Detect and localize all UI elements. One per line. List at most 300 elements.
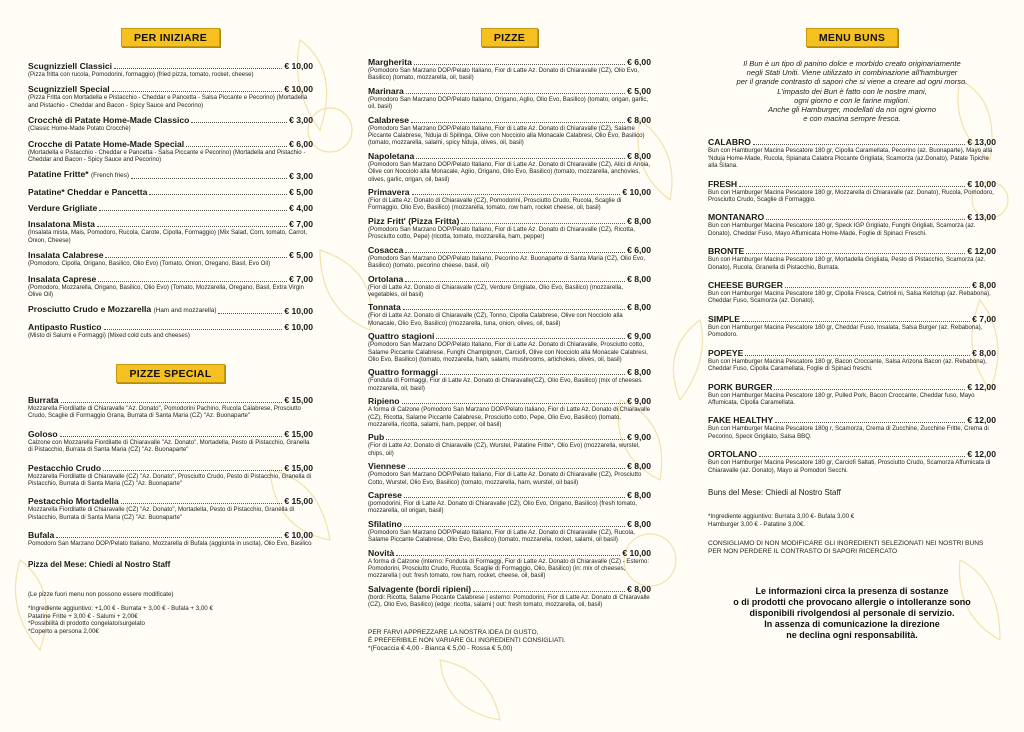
dot-leader xyxy=(416,158,625,159)
starter-item-name-text: Crocchè di Patate Home-Made Classico xyxy=(28,115,190,126)
pizza-item-description: (Pomodoro San Marzano DOP/Pelato Italiano, Fior di Latte Az. Donato di Chiaravalle (CZ), Ricotta, Prosciutto cotto, Pepe) (ricotta, tomato, mozzarella, ham, pepper) xyxy=(368,225,635,241)
bun-item-description: Bun con Hamburger Macina Pescatore 180 gr, Cipolla Fresca, Cetrioli ni, Salsa Ketchup (az. Rebabona), Cheddar Fuso, Scamorza (az. Donato). xyxy=(708,290,991,305)
bun-item-row xyxy=(708,137,996,147)
dot-leader xyxy=(408,468,626,469)
pizza-item-row xyxy=(368,245,651,255)
special-pizza-item-row xyxy=(28,496,313,506)
pizza-item-row xyxy=(368,274,651,284)
pizza-item-row xyxy=(368,216,651,226)
pizza-item-name xyxy=(368,396,400,406)
dot-leader xyxy=(461,223,625,224)
starter-item-row xyxy=(28,84,313,94)
pizza-item-price: € 9,00 xyxy=(627,396,651,407)
footer-line: È PREFERIBILE NON VARIARE GLI INGREDIENTI CONSIGLIATI. xyxy=(368,636,566,644)
pizza-item xyxy=(368,245,651,270)
pizze-column xyxy=(368,0,651,653)
dot-leader xyxy=(766,219,965,220)
bun-item-price: € 12,00 xyxy=(967,415,996,426)
pizza-item-name-text: Novità xyxy=(368,547,395,558)
pizza-item-row xyxy=(368,151,651,161)
pizza-item-price: € 6,00 xyxy=(627,244,651,255)
bun-item-name-text: ORTOLANO xyxy=(708,449,758,460)
special-pizza-item-row xyxy=(28,463,313,473)
bun-item-row xyxy=(708,179,996,189)
dot-leader xyxy=(103,470,282,471)
pizza-item-row xyxy=(368,432,651,442)
bun-item-price: € 7,00 xyxy=(972,313,996,324)
bun-item-name-text: BRONTE xyxy=(708,246,745,257)
bun-item-price: € 12,00 xyxy=(967,449,996,460)
starter-item-name xyxy=(28,274,96,284)
pizza-item-description: (Pomodoro San Marzano DOP/Pelato Italiano, Fior di Latte Az. Donato di Chiaravalle (CZ), Alici di Anoia, Olive con Nocciolo alla Monacale, Aglio, Origano, Olio Evo, Basilico) (tomato, mozzarella, anchovies, olives, garlic, origan, oil, basil) xyxy=(368,160,651,183)
allergy-line: Le informazioni circa la presenza di sostanze xyxy=(755,586,949,597)
starter-item-price: € 10,00 xyxy=(284,306,313,317)
bun-item-name-text: MONTANARO xyxy=(708,212,765,223)
starter-item-name-text: Insalata Calabrese xyxy=(28,250,104,261)
starter-item-price: € 7,00 xyxy=(289,219,313,230)
special-pizza-item-description: Pomodoro San Marzano DOP/Pelato Italiano, Mozzarella di Bufala (aggiunta in uscita), Olio Evo, Basilico xyxy=(28,540,312,548)
starter-item-price: € 4,00 xyxy=(289,203,313,214)
buns-column xyxy=(708,0,996,641)
pizza-item-row xyxy=(368,302,651,312)
pizza-item-name-text: Ripieno xyxy=(368,396,400,407)
dot-leader xyxy=(739,186,965,187)
bun-item-name-text: FAKE HEALTHY xyxy=(708,415,774,426)
starter-item-name-text: Crocche di Patate Home-Made Special xyxy=(28,138,185,149)
note-line: *Coperto a persona 2,00€ xyxy=(28,627,99,635)
bun-item-name xyxy=(708,280,783,290)
starter-item xyxy=(28,203,313,213)
allergy-line: o di prodotti che provocano allergie o intolleranze sono xyxy=(733,597,971,608)
dot-leader xyxy=(774,389,965,390)
bun-item-row xyxy=(708,212,996,222)
pizza-item xyxy=(368,396,651,428)
pizza-item-description: (Pomodoro San Marzano DOP/Pelato Italiano, Fior di Latte Az. Donato di Chiaravalle (CZ), Salame Piccante Calabrese, 'Nduja di Spilinga, Olive con Nocciolo alla Monacale Calabresi, Olio Evo, Basilico) (tomato, mozzarella, salami, spicy Nduja, olives, oil, basil) xyxy=(368,124,645,147)
special-pizza-item-price: € 15,00 xyxy=(284,394,313,405)
bun-item xyxy=(708,382,996,407)
starter-item-row xyxy=(28,203,313,213)
starter-item-description: (Misto di Salumi e Formaggi) (Mixed cold cuts and cheeses) xyxy=(28,332,190,340)
pizza-item xyxy=(368,216,651,241)
pizza-item-name-text: Pub xyxy=(368,432,385,443)
starters-column xyxy=(28,0,313,636)
bun-item-description: Bun con Hamburger Macina Pescatore 180 gr, Bacon Croccante, Salsa Arizona Bacon (az. Rebabona), Cheddar Fuso, Cipolla Caramellata, Foglie di Spinaci freschi. xyxy=(708,357,987,373)
bun-item-name xyxy=(708,382,772,392)
pizza-item-description: (Fior di Latte Az. Donato di Chiaravalle (CZ), Pomodorini, Prosciutto Crudo, Rucola, Scaglie di Formaggio, Olio Evo, Basilico) (mozzarella, tomato, row ham, rocket cheese, oil, basil) xyxy=(368,197,622,212)
starter-item-description: (Pomodoro, Cipolla, Origano, Basilico, Olio Evo) (Tomato, Onion, Oregano, Basil, Evo Oil) xyxy=(28,260,271,268)
starter-item xyxy=(28,61,313,78)
starter-item-price: € 5,00 xyxy=(289,187,313,198)
intro-line: e con macina sempre fresca. xyxy=(803,114,901,124)
special-pizza-item xyxy=(28,530,313,547)
bun-item xyxy=(708,415,996,440)
bun-item xyxy=(708,449,996,474)
special-pizza-item-description: Mozzarella Fiordilatte di Chiaravalle (CZ) "Az. Donato", Mortadella, Pesto di Pistacchio, Granella di Pistacchio, Burrata di Santa Maria (CZ) "Az. Buonaparte" xyxy=(28,506,295,521)
pizza-item-name-text: Calabrese xyxy=(368,114,410,125)
starter-item-name xyxy=(28,169,129,181)
starter-item-name xyxy=(28,139,184,149)
pizza-of-the-month: Pizza del Mese: Chiedi al Nostro Staff xyxy=(28,559,171,569)
dot-leader xyxy=(742,321,970,322)
pizza-item-name-text: Quattro formaggi xyxy=(368,367,439,378)
pizza-item-price: € 9,00 xyxy=(627,432,651,443)
starter-item-price: € 7,00 xyxy=(289,273,313,284)
bun-item-price: € 13,00 xyxy=(967,212,996,223)
special-pizza-item-description: Mozzarella Fiordilatte di Chiaravalle (CZ) "Az. Donato", Prosciutto Crudo, Pesto di Pistacchio, Granella di Pistacchio, Burrata di Santa Maria (CZ) "Az. Buonaparte" xyxy=(28,472,312,487)
pizza-item-row xyxy=(368,519,651,529)
dot-leader xyxy=(121,503,283,504)
dot-leader xyxy=(404,526,625,527)
starter-item-description: (Mortadella e Pistacchio - Cheddar e Pancetta - Salsa Piccante e Pecorino) (Mortadella and Pistachio - Cheddar and Bacon - Spicy Sauce and Pecorino) xyxy=(28,148,306,164)
special-pizza-item xyxy=(28,395,313,420)
buns-intro xyxy=(708,59,996,123)
pizza-item-price: € 6,00 xyxy=(627,57,651,67)
pizza-item-name xyxy=(368,86,404,96)
pizza-item-row xyxy=(368,584,651,594)
allergy-line: ne declina ogni responsabilità. xyxy=(786,630,918,641)
special-pizza-item-name xyxy=(28,395,59,405)
bun-item-name-text: FRESH xyxy=(708,178,738,189)
pizza-item-description: A forma di Calzone (Pomodoro San Marzano DOP/Pelato Italiano, Fior di Latte Az. Donato di Chiaravalle (CZ), Ricotta, Salame Piccante Calabrese, Prosciutto cotto, Pepe, Olio Evo, Basilico) (tomato, mozzarella, ricotta, salami, ham, pepper, oil basil) xyxy=(368,406,651,428)
starter-item-name-text: Scugnizziell Special xyxy=(28,84,110,95)
starter-item-row xyxy=(28,304,313,316)
pizza-item-name-text: Cosacca xyxy=(368,244,404,255)
bun-item xyxy=(708,179,996,204)
pizza-item-name xyxy=(368,245,403,255)
pizza-item-name xyxy=(368,432,384,442)
bun-item-price: € 12,00 xyxy=(967,381,996,392)
pizza-item-name xyxy=(368,490,402,500)
special-pizza-item xyxy=(28,463,313,488)
bun-item xyxy=(708,280,996,305)
pizza-item-name-text: Primavera xyxy=(368,187,410,198)
special-pizza-item-name xyxy=(28,463,101,473)
bun-item-name xyxy=(708,212,764,222)
starter-item xyxy=(28,250,313,267)
dot-leader xyxy=(402,403,626,404)
bun-item-price: € 12,00 xyxy=(967,246,996,257)
note-line xyxy=(28,598,313,605)
bun-item-description: Bun con Hamburger Macina Pescatore 180g r, Scamorza, Crema di Zucchine, Zucchine Fritte, Crema di Pecorino, Speck Grigliato, Salsa BBQ. xyxy=(708,425,989,440)
pizza-item-price: € 10,00 xyxy=(622,187,651,198)
starter-item-name-text: Prosciutto Crudo e Mozzarella xyxy=(28,304,152,315)
pizza-item-row xyxy=(368,461,651,471)
pizza-item xyxy=(368,151,651,183)
pizza-item-price: € 8,00 xyxy=(627,150,651,161)
pizza-item-name xyxy=(368,331,434,341)
pizza-item-name xyxy=(368,115,409,125)
pizza-item xyxy=(368,115,651,147)
pizza-item xyxy=(368,548,651,580)
pizza-item-description: (Pomodoro San Marzano DOP/Pelato Italiano, Fior di Latte Az. Donato di Chiaravalle (CZ), Rucola, Salame Piccante Calabrese, Olio Evo, Basilico) (tomato, mozzarella, rocket, salami, oil basil) xyxy=(368,528,635,544)
allergy-notice xyxy=(708,586,996,641)
starter-item xyxy=(28,139,313,164)
pizza-item-description: (Fior di Latte Az. Donato di Chiaravalle (CZ), Verdure Grigliate, Olio Evo, Basilico) (mozzarella, vegetables, oil basil) xyxy=(368,283,624,298)
pizza-item-name xyxy=(368,274,403,284)
special-pizza-item-row xyxy=(28,395,313,405)
buns-list xyxy=(708,137,996,474)
dot-leader xyxy=(406,93,625,94)
starter-item-description: (Classic Home-Made Potato Crocchè) xyxy=(28,125,131,133)
starter-item xyxy=(28,274,313,299)
dot-leader xyxy=(405,252,625,253)
starter-item-row xyxy=(28,187,313,197)
pizza-item-name xyxy=(368,519,402,529)
starter-item-description: (Insalata mista, Mais, Pomodoro, Rucola, Carote, Cipolla, Formaggio) (Mix Salad, Corn, tomato, Carrot, Onion, Cheese) xyxy=(28,229,308,244)
pizza-item-description: (Pomodoro San Marzano DOP/Pelato Italiano, Fior di Latte Az. Donato di Chiaravalle, Prosciutto cotto, Salame Piccante Calabrese, Funghi Champignon, Carciofi, Olive con Nocciolo alla Monacale Calabresi, Olio Evo, Basilico) (tomato, mozzarella, ham, salami, mushrooms, artichokes, olives, oil, basil) xyxy=(368,341,648,363)
starter-item-row xyxy=(28,250,313,260)
pizza-item xyxy=(368,86,651,111)
pizza-item-description: A forma di Calzone (interno: Fonduta di Formaggi, Fior di Latte Az. Donato di Chiaravalle (CZ) - Esterno: Pomodorini, Prosciutto Crudo, Rucola, Scaglie di Formaggio, Olio, Basilico) (in: mix of cheeses, mozzarella | out: fresh tomato, row ham, rocket, cheese, oil, basil) xyxy=(368,557,650,580)
dot-leader xyxy=(404,497,625,498)
pizza-item-row xyxy=(368,367,651,377)
note-line: *Possibilità di prodotto congelato/surgelato xyxy=(28,620,145,628)
starter-item-row xyxy=(28,219,313,229)
bun-item-name xyxy=(708,449,757,459)
special-pizza-item-name xyxy=(28,530,54,540)
pizza-item xyxy=(368,331,651,363)
starter-item-price: € 10,00 xyxy=(284,84,313,95)
starter-item-row xyxy=(28,61,313,71)
bun-item-price: € 13,00 xyxy=(967,137,996,148)
pizza-item-price: € 5,00 xyxy=(627,85,651,96)
pizza-item-description: (Pomodoro San Marzano DOP/Pelato Italiano, Fior di Latte Az. Donato di Chiaravalle (CZ), Prosciutto Cotto, Wurstel, Olio Evo, Basilico) (tomato, mozzarella, ham, wurstel, oil basil) xyxy=(368,471,642,486)
starter-item-name xyxy=(28,203,97,213)
bun-item-price: € 10,00 xyxy=(967,178,996,189)
dot-leader xyxy=(97,226,287,227)
pizza-item-row xyxy=(368,187,651,197)
pizza-item xyxy=(368,274,651,299)
bun-item-description: Bun con Hamburger Macina Pescatore 180 gr, Speck IGP Grigliato, Funghi Grigliati, Scamorza (az. Donato), Cheddar Fuso, Mayo Affumicata Home-Made, Foglie di Spinaci Freschi. xyxy=(708,222,976,237)
starter-item-name xyxy=(28,250,103,260)
pizza-item xyxy=(368,490,651,515)
starter-item-row xyxy=(28,169,313,181)
dot-leader xyxy=(396,555,620,556)
bun-item-description: Bun con Hamburger Macina Pescatore 180 gr, Mortadella Grigliata, Pesto di Pistacchio, Scamorza (az. Donato), Rucola, Granella di Pistacchio, Burrata. xyxy=(708,256,986,271)
starter-item-row xyxy=(28,115,313,125)
pizza-item-name-text: Sfilatino xyxy=(368,518,402,529)
pizza-item xyxy=(368,432,651,457)
pizza-item-name xyxy=(368,548,394,558)
bun-item-row xyxy=(708,280,996,290)
starter-item xyxy=(28,322,313,339)
pizza-item-description: (Fonduta di Formaggi, Fior di Latte Az. Donato di Chiaravalle(CZ), Olio Evo, Basilico) (mix of cheeses. mozzarella, oil, basil) xyxy=(368,377,644,392)
dot-leader xyxy=(775,422,965,423)
dot-leader xyxy=(112,91,283,92)
pizza-item-description: (bordi: Ricotta, Salame Piccante Calabrese | esterno: Pomodorini, Fior di Latte Az. Donato di Chiaravalle (CZ), Olio Evo, Basilico) (edge: ricotta, salami | out: fresh tomato, mozzarella, oil, basil) xyxy=(368,593,650,609)
dot-leader xyxy=(403,309,625,310)
special-pizza-item-price: € 15,00 xyxy=(284,428,313,439)
intro-line: L'impasto dei Bun è fatto con le nostre mani, xyxy=(777,86,927,96)
pizza-item xyxy=(368,187,651,212)
starter-item xyxy=(28,84,313,109)
note-line: Patatine Fritte + 3,00 € - Salumi + 2,00€ xyxy=(28,612,138,620)
starter-item-price: € 3,00 xyxy=(289,171,313,182)
pizza-item-row xyxy=(368,396,651,406)
pizza-item-description: (Pomodoro San Marzano DOP/Pelato Italiano, Origano, Aglio, Olio Evo, Basilico) (tomato, origan, garlic, oil, basil) xyxy=(368,95,649,111)
footer-line: PER FARVI APPREZZARE LA NOSTRA IDEA DI GUSTO, xyxy=(368,628,539,636)
pizza-item-price: € 8,00 xyxy=(627,518,651,529)
dot-leader xyxy=(440,374,625,375)
pizza-item-name xyxy=(368,57,412,67)
section-title-pizze: PIZZE xyxy=(481,28,538,47)
pizza-item-price: € 8,00 xyxy=(627,490,651,500)
starter-item xyxy=(28,187,313,197)
pizza-item-name-text: Tonnata xyxy=(368,302,401,313)
bun-item-name-text: CHEESE BURGER xyxy=(708,280,783,291)
pizza-item-price: € 8,00 xyxy=(627,583,651,594)
starter-item-name xyxy=(28,61,112,71)
bun-item xyxy=(708,314,996,339)
section-title-per-iniziare: PER INIZIARE xyxy=(121,28,220,47)
pizza-item-price: € 9,00 xyxy=(627,331,651,342)
pizza-item xyxy=(368,461,651,486)
special-pizza-item-description: Mozzarella Fiordilatte di Chiaravalle "Az. Donato", Pomodorini Pachino, Rucola Calabrese, Prosciutto Crudo, Scaglie di Formaggio Grana, Burrata di Santa Maria (CZ) "Az. Buonaparte" xyxy=(28,404,301,420)
starter-item-price: € 5,00 xyxy=(289,250,313,261)
dot-leader xyxy=(745,355,970,356)
pizza-item-name xyxy=(368,584,471,594)
pizza-item-name-text: Margherita xyxy=(368,57,412,67)
dot-leader xyxy=(753,144,965,145)
allergy-line: In assenza di comunicazione la direzione xyxy=(764,619,940,630)
dot-leader xyxy=(746,253,965,254)
pizza-item xyxy=(368,302,651,327)
dot-leader xyxy=(60,436,283,437)
special-pizza-item-row xyxy=(28,530,313,540)
starter-item-subtitle: (French fries) xyxy=(91,172,130,180)
dot-leader xyxy=(99,210,287,211)
special-pizza-item-name-text: Burrata xyxy=(28,394,59,405)
bun-item-name xyxy=(708,314,740,324)
pizza-item-row xyxy=(368,115,651,125)
dot-leader xyxy=(191,122,287,123)
special-pizza-item-price: € 15,00 xyxy=(284,462,313,473)
pizza-item-price: € 8,00 xyxy=(627,215,651,226)
allergy-line: disponibili rivolgendosi al personale di servizio. xyxy=(749,608,955,619)
dot-leader xyxy=(131,178,287,179)
advice-line: CONSIGLIAMO DI NON MODIFICARE GLI INGREDIENTI SELEZIONATI NEI NOSTRI BUNS xyxy=(708,540,984,548)
pizza-item-row xyxy=(368,490,651,500)
dot-leader xyxy=(104,329,283,330)
bun-item-row xyxy=(708,348,996,358)
dot-leader xyxy=(386,439,625,440)
bun-item-price: € 8,00 xyxy=(972,280,996,291)
starter-item xyxy=(28,219,313,244)
starter-item-name xyxy=(28,219,95,229)
pizza-item-name-text: Pizz Fritt' (Pizza Fritta) xyxy=(368,215,460,226)
starter-item-description: (Pizza fritta con rucola, Pomodorini, formaggio) (fried pizza, tomato, rocket, cheese) xyxy=(28,71,254,78)
dot-leader xyxy=(114,68,282,69)
bun-item xyxy=(708,137,996,169)
pizza-footer-notes xyxy=(368,629,651,653)
starter-item-row xyxy=(28,139,313,149)
dot-leader xyxy=(411,122,625,123)
special-pizza-item-name xyxy=(28,429,58,439)
starters-list xyxy=(28,61,313,340)
bun-item-row xyxy=(708,449,996,459)
bun-item xyxy=(708,246,996,271)
special-pizza-item-name xyxy=(28,496,119,506)
pizza-item-name-text: Ortolana xyxy=(368,273,404,284)
starter-item-name-text: Insalatona Mista xyxy=(28,219,95,230)
pizza-item-name-text: Napoletana xyxy=(368,150,415,161)
bun-item-name xyxy=(708,137,751,147)
section-title-pizze-special: PIZZE SPECIAL xyxy=(116,364,224,383)
intro-line: negli Stati Uniti. Viene utilizzato in combinazione all'hamburger xyxy=(746,68,958,78)
bun-item-name xyxy=(708,415,773,425)
extras-line: Hamburger 3,00 € - Patatine 3,00€. xyxy=(708,520,805,528)
bun-item-name-text: CALABRO xyxy=(708,137,751,148)
buns-advice xyxy=(708,540,996,556)
pizza-item-description: (Pomodoro San Marzano DOP/Pelato Italiano, Fior di Latte Az. Donato di Chiaravalle (CZ), Olio Evo, Basilico) (tomato, mozzarella, oil, basil) xyxy=(368,67,639,82)
pizza-item-name-text: Caprese xyxy=(368,490,402,500)
pizza-item xyxy=(368,519,651,544)
dot-leader xyxy=(414,64,625,65)
pizza-item-description: (Pomodoro San Marzano DOP/Pelato Italiano, Pecorino Az. Buonaparte di Santa Maria (CZ), Olio Evo, Basilico) (tomato, pecorino cheese, basil, oil) xyxy=(368,254,646,270)
pizza-item-price: € 8,00 xyxy=(627,273,651,284)
starter-item-name xyxy=(28,84,110,94)
bun-item-name-text: SIMPLE xyxy=(708,313,740,324)
starter-item-name-text: Antipasto Rustico xyxy=(28,322,102,333)
pizza-item-name xyxy=(368,151,414,161)
extras-line: *Ingrediente aggiuntivo: Burrata 3,00 €- Bufala 3,00 € xyxy=(708,512,855,520)
bun-item-price: € 8,00 xyxy=(972,347,996,358)
col1-notes xyxy=(28,591,313,636)
starter-item-name xyxy=(28,187,147,197)
dot-leader xyxy=(218,313,282,314)
dot-leader xyxy=(98,281,287,282)
footer-line: *(Focaccia € 4,00 - Bianca € 5,00 - Rossa € 5,00) xyxy=(368,644,513,652)
pizza-item-name-text: Salvagente (bordi ripieni) xyxy=(368,583,472,594)
pizza-item-row xyxy=(368,331,651,341)
starter-item xyxy=(28,169,313,181)
pizza-item-row xyxy=(368,86,651,96)
starter-item xyxy=(28,115,313,132)
pizza-item-name-text: Quattro stagioni xyxy=(368,331,435,342)
intro-line: Il Bun è un tipo di panino dolce e morbido creato originariamente xyxy=(743,59,961,68)
starter-item-name-text: Patatine Fritte* xyxy=(28,169,89,180)
pizza-item-price: € 8,00 xyxy=(627,114,651,125)
pizza-item-row xyxy=(368,548,651,558)
bun-item-description: Bun con Hamburger Macina Pescatore 180 gr, Mozzarella di Chiaravalle (az. Donato), Rucola, Pomodoro, Prosciutto Crudo, Scaglie di Formaggio. xyxy=(708,188,994,204)
bun-item-description: Bun con Hamburger Macina Pescatore 180 gr, Cheddar Fuso, Insalata, Salsa Burger (az. Rebabona), Pomodoro. xyxy=(708,323,983,339)
pizza-item xyxy=(368,57,651,82)
pizza-item-row xyxy=(368,57,651,67)
pizza-item-price: € 8,00 xyxy=(627,302,651,313)
starter-item-price: € 3,00 xyxy=(289,115,313,126)
bun-item-row xyxy=(708,314,996,324)
starter-item-row xyxy=(28,274,313,284)
special-pizza-list xyxy=(28,395,313,548)
pizza-item-name xyxy=(368,187,410,197)
starter-item-name-text: Verdure Grigliate xyxy=(28,203,98,214)
pizza-item-price: € 10,00 xyxy=(622,547,651,558)
dot-leader xyxy=(105,257,287,258)
special-pizza-item-name-text: Bufala xyxy=(28,530,55,541)
bun-item-description: Bun con Hamburger Macina Pescatore 180 gr, Pulled Pork, Bacon Croccante, Cheddar fuso, Mayo Affumicata, Cipolla Caramellata. xyxy=(708,391,975,406)
starter-item-description: (Pomodoro, Mozzarella, Origano, Basilico, Olio Evo) (Tomato, Mozzarella, Oregano, Basil, Extra Virgin Olive Oil) xyxy=(28,283,304,299)
intro-line: ogni giorno e con le farine migliori. xyxy=(794,95,910,105)
buns-of-the-month: Buns del Mese: Chiedi al Nostro Staff xyxy=(708,487,841,497)
bun-item-description: Bun con Hamburger Macina Pescatore 180 gr, Cipolla Caramellata, Pecorino (az. Buonaparte), Mayo alla 'Nduja Home-Made, Rucola, Spianata Calabra Piccante Grigliata, Scamorza (az.Donato), Patate Tipiche alla Silana. xyxy=(708,147,993,170)
pizza-item-name xyxy=(368,367,438,377)
special-pizza-item xyxy=(28,496,313,521)
starter-item xyxy=(28,304,313,316)
bun-item-name xyxy=(708,348,743,358)
pizza-list xyxy=(368,57,651,609)
pizza-item-name xyxy=(368,302,401,312)
pizza-item-description: (Fior di Latte Az. Donato di Chiaravalle (CZ), Wurstel, Patatine Fritte*, Olio Evo) (mozzarella, wurstel, chips, oil) xyxy=(368,442,640,457)
